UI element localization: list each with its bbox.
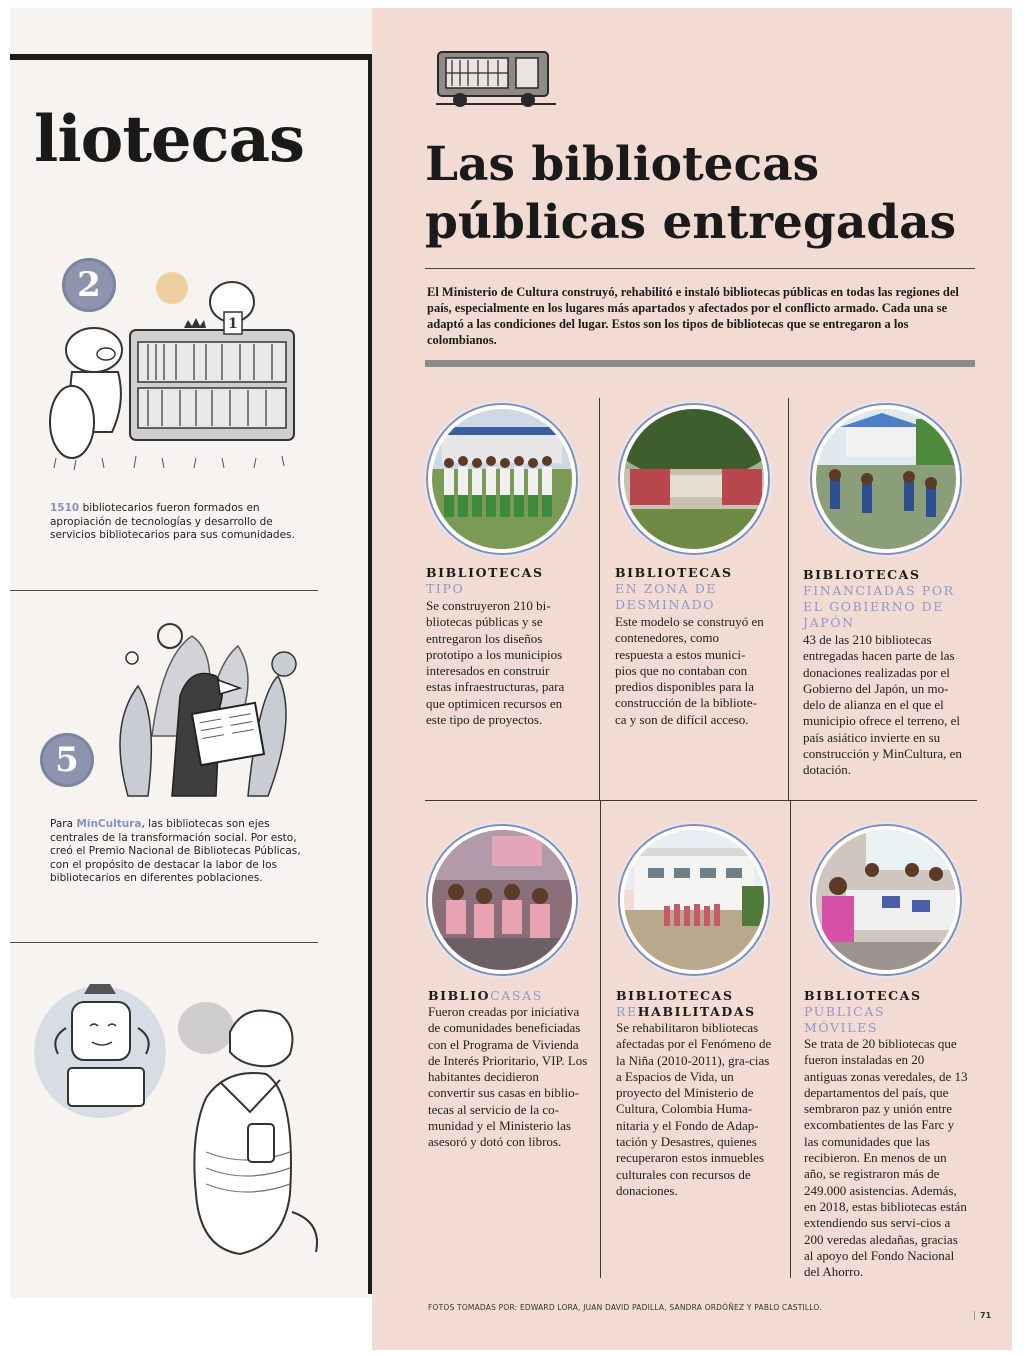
main-title [425, 136, 985, 252]
computer-otter-illustration [30, 972, 330, 1272]
grid-vline-3 [600, 800, 601, 1278]
photo-biblioteca-japon [812, 405, 960, 553]
photo-scene-5 [624, 830, 764, 970]
intro-paragraph: El Ministerio de Cultura construyó, rehabilitó e instaló bibliotecas públicas en todas las regiones del país, especialmente en los lugares más apartados y afectados por el conflicto armado. Cada una se adaptó a las condiciones del lugar. Estos son los tipos de bibliotecas que se entregaron a los colombianos. [427, 285, 959, 347]
intro-rule [425, 268, 975, 269]
photo-scene-2 [624, 409, 764, 549]
card-body-rehabilitadas: Se rehabilitaron bibliotecas afectadas por el Fenómeno de la Niña (2010-2011), gra-cias a Espacios de Vida, un proyecto del Ministerio de Cultura, Colombia Huma-nitaria y el Fondo de Adap-tación y Desastres, quienes recuperaron estos inmuebles culturales con recursos de donaciones. [616, 1020, 772, 1198]
card-title-japon-b: FINANCIADAS POR EL GOBIERNO DE JAPÓN [803, 583, 955, 630]
svg-text:1: 1 [228, 316, 238, 332]
card-title-bibliocasas-b: CASAS [490, 988, 543, 1003]
card-title-moviles-b: PÚBLICAS MÓVILES [804, 1004, 886, 1035]
photo-scene-6 [816, 830, 956, 970]
card-title-rehabilitadas [616, 988, 776, 1020]
card-title-bibliocasas-a: BIBLIO [428, 988, 491, 1003]
caption-mincultura-award [50, 818, 308, 886]
badge-number-5: 5 [40, 733, 94, 787]
left-top-rule [10, 54, 374, 60]
card-title-moviles [804, 988, 924, 1036]
card-body-moviles: Se trata de 20 bibliotecas que fueron instaladas en 20 antiguas zonas veredales, de 13 departamentos del país, que sembraron paz y unión entre excombatientes de las Farc y las comunidades que las recibieron. En menos de un año, se registraron más de 249.000 asistencias. Además, en 2018, estas bibliotecas están extendiendo sus servi-cios a 200 veredas aledañas, gracias al apoyo del Fondo Nacional del Ahorro. [804, 1036, 968, 1280]
photo-scene-3 [816, 409, 956, 549]
card-title-tipo [426, 565, 596, 597]
photo-biblioteca-desminado [620, 405, 768, 553]
left-divider-2 [10, 942, 318, 943]
photo-rehabilitadas [620, 826, 768, 974]
card-title-rehabilitadas-c: HABILITADAS [637, 1004, 756, 1019]
photo-credits: FOTOS TOMADAS POR: EDWARD LORA, JUAN DAVID PADILLA, SANDRA ORDÓÑEZ Y PABLO CASTILLO. [428, 1303, 822, 1312]
card-body-bibliocasas: Fueron creadas por iniciativa de comunidades beneficiadas con el Programa de Vivienda de Interés Prioritario, VIP. Los habitantes decidieron convertir sus casas en biblio-tecas al servicio de la co-munidad y el Ministerio las asesoró y dotó con libros. [428, 1004, 588, 1150]
caption-text-2a: Para [50, 818, 77, 830]
card-title-desminado [615, 565, 765, 613]
caption-librarians-trained [50, 502, 320, 543]
badge-number-2: 2 [62, 258, 116, 312]
photo-biblioteca-tipo [428, 405, 576, 553]
page-number: 71 [974, 1311, 991, 1320]
photo-moviles [812, 826, 960, 974]
card-title-japon [803, 567, 973, 631]
main-title-line-1: Las bibliotecas [425, 137, 820, 192]
card-title-japon-a: BIBLIOTECAS [803, 567, 921, 582]
caption-highlight-1510: 1510 [50, 502, 80, 514]
photo-bibliocasas [428, 826, 576, 974]
card-title-bibliocasas [428, 988, 598, 1004]
left-divider-1 [10, 590, 318, 591]
card-title-rehabilitadas-b: RE [616, 1004, 638, 1019]
photo-scene-1 [432, 409, 572, 549]
grid-vline-4 [790, 800, 791, 1278]
card-title-desminado-b: EN ZONA DE DESMINADO [615, 581, 718, 612]
intro-band [425, 360, 975, 367]
caption-text-1: bibliotecarios fueron formados en apropiación de tecnologías y desarrollo de servicios bibliotecarios para sus comunidades. [50, 502, 295, 541]
card-title-tipo-a: BIBLIOTECAS [426, 565, 544, 580]
left-section-title: liotecas [34, 102, 305, 177]
grid-hline [425, 800, 977, 801]
card-body-desminado: Este modelo se construyó en contenedores, como respuesta a estos munici-pios que no contaban con predios disponibles para la construcción de la bibliote-ca y son de difícil acceso. [615, 614, 764, 727]
card-title-rehabilitadas-a: BIBLIOTECAS [616, 988, 734, 1003]
grid-vline-2 [788, 398, 789, 800]
card-title-desminado-a: BIBLIOTECAS [615, 565, 733, 580]
bookmobile-icon [432, 44, 560, 110]
main-title-line-2: públicas entregadas [425, 195, 957, 250]
grid-vline-1 [599, 398, 600, 800]
caption-highlight-mincultura: MinCultura [76, 818, 142, 830]
photo-scene-4 [432, 830, 572, 970]
card-body-japon: 43 de las 210 bibliotecas entregadas hacen parte de las donaciones realizadas por el Gobierno del Japón, un mo-delo de alianza en el que el municipio ofrece el terreno, el país asiático invierte en su construcción y MinCultura, en dotación. [803, 632, 962, 778]
penguin-reading-illustration [108, 616, 298, 806]
caption-text-2b: , las bibliotecas son ejes centrales de la transformación social. Por esto, creó el Premio Nacional de Bibliotecas Públicas, con el propósito de destacar la labor de los bibliotecarios en diferentes poblaciones. [50, 818, 301, 884]
card-body-tipo: Se construyeron 210 bi-bliotecas públicas y se entregaron los diseños prototipo a los municipios interesados en construir estas infraestructuras, para que optimicen recursos en este tipo de proyectos. [426, 598, 565, 728]
card-title-moviles-a: BIBLIOTECAS [804, 988, 922, 1003]
card-title-tipo-b: TIPO [426, 581, 465, 596]
